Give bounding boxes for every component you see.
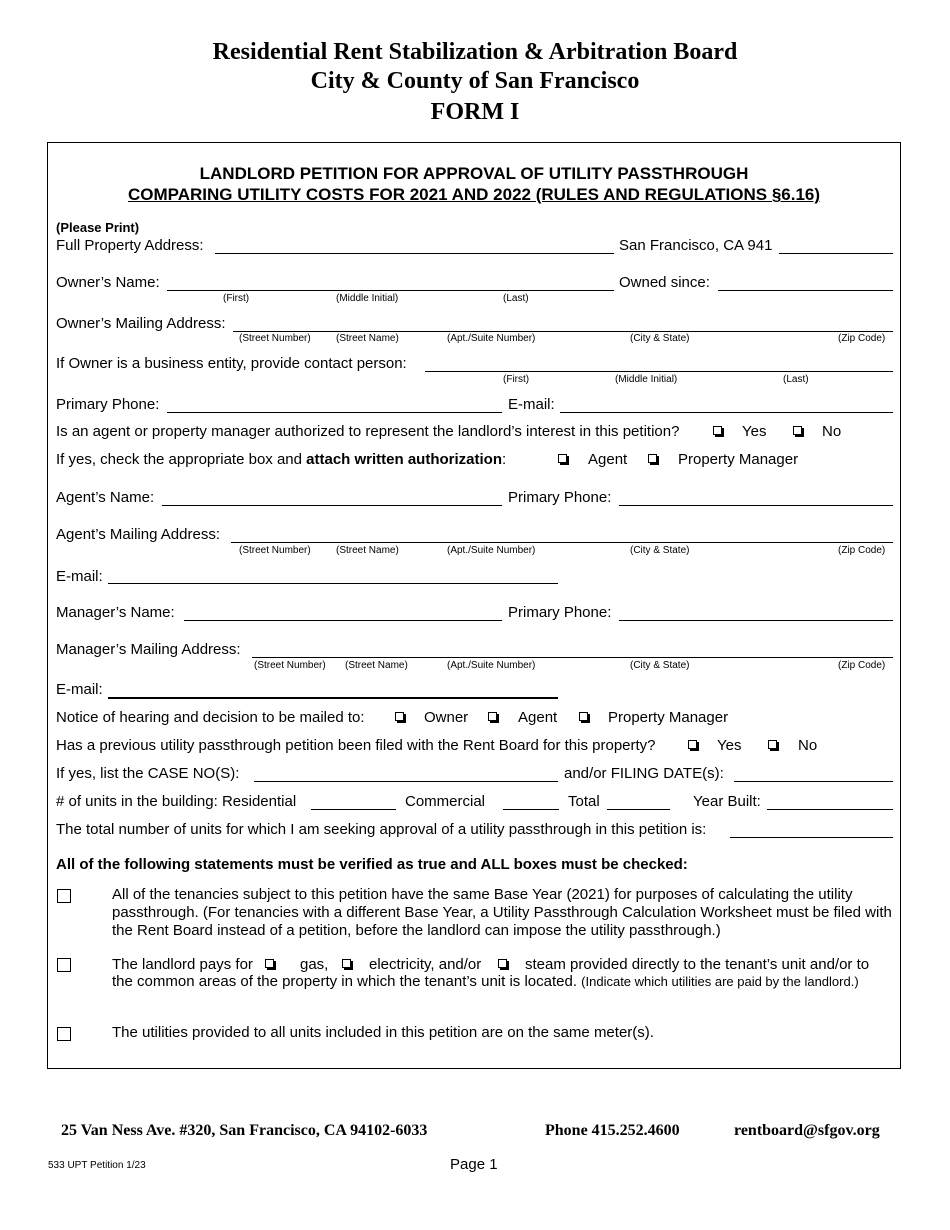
- utility-steam-checkbox[interactable]: [498, 959, 507, 968]
- agent-question: Is an agent or property manager authorized to represent the landlord’s interest in this petition?: [56, 423, 680, 440]
- manager-mailing-field[interactable]: [252, 657, 893, 658]
- sub-street-name: (Street Name): [336, 333, 399, 344]
- agent-phone-field[interactable]: [619, 505, 893, 506]
- auth-agent-label: Agent: [588, 451, 628, 468]
- property-address-label: Full Property Address:: [56, 237, 204, 254]
- petition-title: LANDLORD PETITION FOR APPROVAL OF UTILITY PASSTHROUGH: [199, 164, 749, 183]
- sub-zip: (Zip Code): [838, 660, 886, 671]
- agent-email-field[interactable]: [108, 583, 558, 584]
- owner-mailing-label: Owner’s Mailing Address:: [56, 315, 226, 332]
- please-print-note: (Please Print): [56, 220, 140, 235]
- agent-yes-checkbox[interactable]: [713, 426, 722, 435]
- case-no-field[interactable]: [254, 781, 558, 782]
- zip-suffix-field[interactable]: [779, 253, 893, 254]
- business-entity-label: If Owner is a business entity, provide contact person:: [56, 355, 407, 372]
- owner-name-field[interactable]: [167, 290, 614, 291]
- footer-address: 25 Van Ness Ave. #320, San Francisco, CA 94102-6033: [61, 1122, 428, 1139]
- notice-owner-checkbox[interactable]: [395, 712, 404, 721]
- sub-street-name: (Street Name): [336, 545, 399, 556]
- case-no-label: If yes, list the CASE NO(S):: [56, 765, 240, 782]
- footer-email[interactable]: rentboard@sfgov.org: [734, 1122, 880, 1139]
- statement-3-text: The utilities provided to all units included in this petition are on the same meter(s).: [112, 1024, 654, 1041]
- owner-name-label: Owner’s Name:: [56, 274, 160, 291]
- petition-subtitle: COMPARING UTILITY COSTS FOR 2021 AND 2022 (RULES AND REGULATIONS §6.16): [127, 185, 821, 204]
- utility-steam-label: steam provided directly to the tenant’s unit and/or to: [525, 956, 870, 973]
- sub-apt: (Apt./Suite Number): [447, 660, 536, 671]
- form-id: 533 UPT Petition 1/23: [48, 1160, 146, 1171]
- manager-email-label: E-mail:: [56, 681, 103, 698]
- statements-header: All of the following statements must be verified as true and ALL boxes must be checked:: [56, 856, 688, 873]
- sub-last: (Last): [783, 374, 809, 385]
- agency-location: City & County of San Francisco: [310, 68, 640, 94]
- agency-name: Residential Rent Stabilization & Arbitration Board: [212, 39, 738, 65]
- previous-petition-question: Has a previous utility passthrough petition been filed with the Rent Board for this property?: [56, 737, 656, 754]
- units-total-label: Total: [568, 793, 600, 810]
- page-number: Page 1: [450, 1156, 498, 1173]
- agent-no-label: No: [822, 423, 842, 440]
- city-state-zip-prefix: San Francisco, CA 941: [619, 237, 773, 254]
- sub-street-name: (Street Name): [345, 660, 408, 671]
- footer-phone: Phone 415.252.4600: [545, 1122, 680, 1139]
- sub-city: (City & State): [630, 333, 690, 344]
- agent-name-label: Agent’s Name:: [56, 489, 155, 506]
- sub-first: (First): [503, 374, 530, 385]
- sub-zip: (Zip Code): [838, 333, 886, 344]
- year-built-label: Year Built:: [693, 793, 761, 810]
- previous-yes-checkbox[interactable]: [688, 740, 697, 749]
- previous-no-checkbox[interactable]: [768, 740, 777, 749]
- statement-1-checkbox[interactable]: [57, 889, 71, 903]
- manager-name-label: Manager’s Name:: [56, 604, 175, 621]
- sub-last: (Last): [503, 293, 529, 304]
- statement-3-checkbox[interactable]: [57, 1027, 71, 1041]
- business-contact-field[interactable]: [425, 371, 893, 372]
- attach-auth-prefix: If yes, check the appropriate box and: [56, 451, 302, 468]
- utility-gas-checkbox[interactable]: [265, 959, 274, 968]
- filing-date-field[interactable]: [734, 781, 893, 782]
- notice-label: Notice of hearing and decision to be mailed to:: [56, 709, 365, 726]
- manager-phone-field[interactable]: [619, 620, 893, 621]
- statement-2-continued: [112, 973, 896, 991]
- manager-name-field[interactable]: [184, 620, 502, 621]
- property-address-field[interactable]: [215, 253, 614, 254]
- sub-city: (City & State): [630, 545, 690, 556]
- utility-electricity-checkbox[interactable]: [342, 959, 351, 968]
- statement-2-text: the common areas of the property in which the tenant’s unit is located.: [112, 973, 577, 990]
- notice-manager-label: Property Manager: [608, 709, 729, 726]
- agent-yes-label: Yes: [742, 423, 767, 440]
- owner-phone-label: Primary Phone:: [56, 396, 160, 413]
- owner-mailing-field[interactable]: [233, 331, 893, 332]
- agent-mailing-field[interactable]: [231, 542, 893, 543]
- statement-2-lead: The landlord pays for: [112, 956, 253, 973]
- utility-electricity-label: electricity, and/or: [369, 956, 482, 973]
- total-units-label: The total number of units for which I am seeking approval of a utility passthrough in this petition is:: [56, 821, 707, 838]
- owned-since-field[interactable]: [718, 290, 893, 291]
- manager-mailing-label: Manager’s Mailing Address:: [56, 641, 241, 658]
- agent-name-field[interactable]: [162, 505, 502, 506]
- agent-no-checkbox[interactable]: [793, 426, 802, 435]
- notice-agent-checkbox[interactable]: [488, 712, 497, 721]
- agent-mailing-label: Agent’s Mailing Address:: [56, 526, 220, 543]
- units-commercial-label: Commercial: [405, 793, 486, 810]
- owner-email-label: E-mail:: [508, 396, 555, 413]
- statement-2-note: (Indicate which utilities are paid by the landlord.): [581, 974, 859, 989]
- sub-street-number: (Street Number): [239, 545, 311, 556]
- notice-owner-label: Owner: [424, 709, 469, 726]
- attach-auth-note: [56, 451, 506, 469]
- utility-gas-label: gas,: [300, 956, 329, 973]
- owner-email-field[interactable]: [560, 412, 893, 413]
- sub-street-number: (Street Number): [254, 660, 326, 671]
- units-residential-field[interactable]: [311, 809, 396, 810]
- sub-first: (First): [223, 293, 250, 304]
- sub-apt: (Apt./Suite Number): [447, 333, 536, 344]
- statement-2-checkbox[interactable]: [57, 958, 71, 972]
- statement-1-text: All of the tenancies subject to this petition have the same Base Year (2021) for purposes of calculating the utility passthrough. (For tenancies with a different Base Year, a Utility Passthrough Calculation Worksheet must be filed with the Rent Board instead of a petition, before the landlord can impose the utility passthrough.): [112, 886, 892, 939]
- filing-date-label: and/or FILING DATE(s):: [564, 765, 724, 782]
- manager-email-field[interactable]: [108, 697, 558, 699]
- sub-middle: (Middle Initial): [615, 374, 678, 385]
- units-commercial-field[interactable]: [503, 809, 559, 810]
- total-units-field[interactable]: [730, 837, 893, 838]
- auth-agent-checkbox[interactable]: [558, 454, 567, 463]
- units-residential-label: # of units in the building: Residential: [56, 793, 297, 810]
- year-built-field[interactable]: [767, 809, 893, 810]
- owned-since-label: Owned since:: [619, 274, 710, 291]
- sub-city: (City & State): [630, 660, 690, 671]
- manager-phone-label: Primary Phone:: [508, 604, 612, 621]
- attach-auth-emphasis: attach written authorization: [306, 451, 502, 468]
- sub-apt: (Apt./Suite Number): [447, 545, 536, 556]
- form-label: FORM I: [430, 99, 520, 125]
- previous-no-label: No: [798, 737, 818, 754]
- notice-agent-label: Agent: [518, 709, 558, 726]
- sub-zip: (Zip Code): [838, 545, 886, 556]
- sub-street-number: (Street Number): [239, 333, 311, 344]
- auth-manager-label: Property Manager: [678, 451, 799, 468]
- attach-auth-colon: :: [502, 451, 507, 468]
- owner-phone-field[interactable]: [167, 412, 502, 413]
- agent-phone-label: Primary Phone:: [508, 489, 612, 506]
- auth-manager-checkbox[interactable]: [648, 454, 657, 463]
- agent-email-label: E-mail:: [56, 568, 103, 585]
- notice-manager-checkbox[interactable]: [579, 712, 588, 721]
- sub-middle: (Middle Initial): [336, 293, 399, 304]
- units-total-field[interactable]: [607, 809, 670, 810]
- previous-yes-label: Yes: [717, 737, 742, 754]
